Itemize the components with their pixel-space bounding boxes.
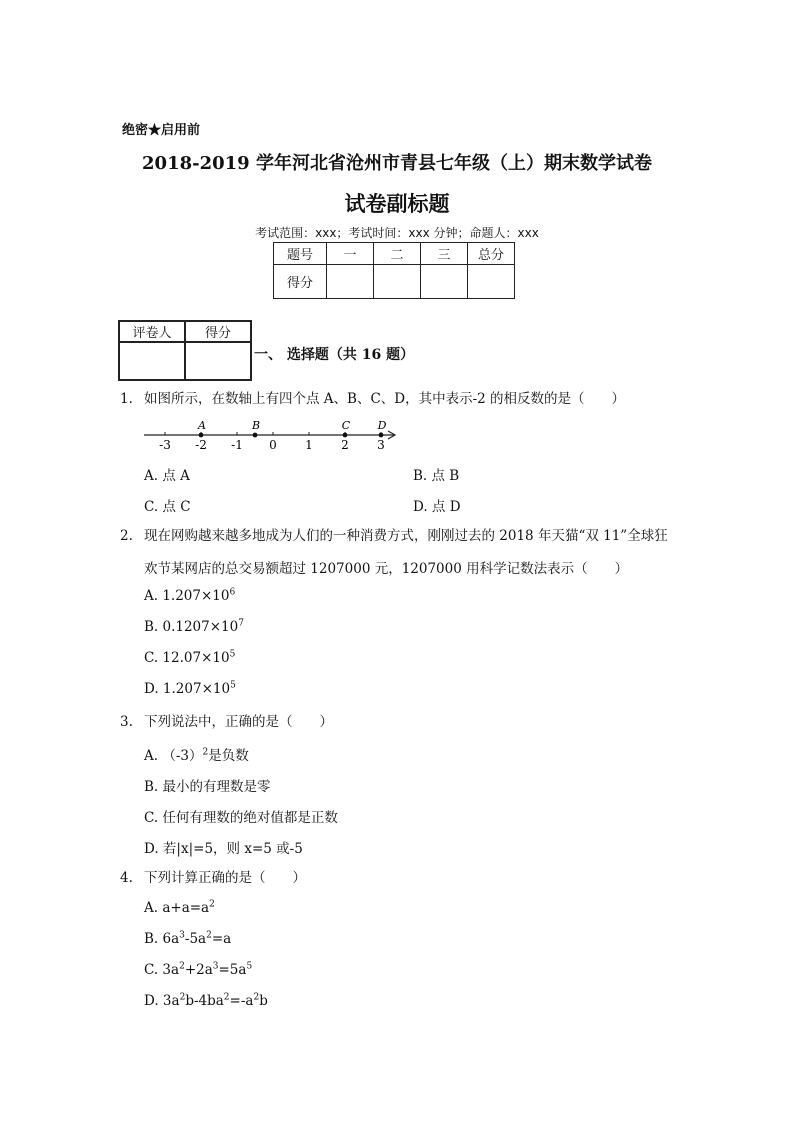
question-text: 如图所示，在数轴上有四个点 A、B、C、D，其中表示-2 的相反数的是（ ） [144, 391, 626, 407]
score-cell[interactable] [327, 265, 374, 299]
score-cell[interactable] [421, 265, 468, 299]
score-table-header: 三 [421, 243, 468, 265]
grader-cell[interactable] [119, 342, 185, 380]
question-text: 下列说法中，正确的是（ ） [144, 714, 333, 730]
number-line-point-label: D [377, 419, 387, 432]
number-line-point [199, 433, 204, 438]
score-cell[interactable] [468, 265, 515, 299]
option-text: A. 1.207×10 [144, 588, 230, 604]
question-4 [120, 868, 306, 888]
number-line-tick-label: -2 [195, 438, 207, 452]
option-text: A. （-3） [144, 748, 203, 764]
number-line-tick-label: 0 [269, 438, 277, 452]
option-exponent: 2 [209, 899, 215, 910]
option-text: C. 3a [144, 962, 180, 978]
number-line [140, 414, 404, 454]
option-1a[interactable]: A. 点 A [144, 468, 190, 484]
option-2c[interactable] [144, 650, 235, 666]
option-text: D. 1.207×10 [144, 681, 231, 697]
option-exponent: 2 [179, 961, 185, 972]
option-3b[interactable]: B. 最小的有理数是零 [144, 779, 271, 795]
option-1b[interactable]: B. 点 B [413, 468, 460, 484]
option-exponent: 3 [179, 930, 185, 941]
number-line-point [379, 433, 384, 438]
question-text: 现在网购越来越多地成为人们的一种消费方式，刚刚过去的 2018 年天猫“双 11”全球狂 [144, 528, 668, 544]
score-table-header: 二 [374, 243, 421, 265]
option-exponent: 3 [212, 961, 219, 972]
option-text: 是负数 [208, 748, 249, 764]
score-table [273, 242, 515, 299]
grader-score-label: 得分 [185, 321, 251, 342]
confidential-mark: 绝密★启用前 [122, 123, 201, 138]
number-line-tick-label: -1 [231, 438, 243, 452]
option-4d[interactable] [144, 993, 268, 1009]
option-2b[interactable] [144, 619, 244, 635]
question-text-line2: 欢节某网店的总交易额超过 1207000 元，1207000 用科学记数法表示（ ） [144, 561, 629, 577]
number-line-tick-label: -3 [159, 438, 171, 452]
option-exponent: 5 [230, 680, 236, 691]
option-text: C. 12.07×10 [144, 650, 230, 666]
score-table-header: 总分 [468, 243, 515, 265]
option-text: =-a [229, 993, 254, 1009]
option-exponent: 2 [202, 747, 209, 758]
option-text: D. 3a [144, 993, 180, 1009]
score-cell[interactable] [374, 265, 421, 299]
option-1c[interactable]: C. 点 C [144, 499, 191, 515]
option-text: =5a [218, 962, 247, 978]
option-4c[interactable] [144, 962, 252, 978]
grader-box [118, 320, 252, 381]
option-2a[interactable] [144, 588, 235, 604]
exam-info: 考试范围：xxx；考试时间：xxx 分钟；命题人：xxx [255, 226, 539, 240]
option-3d[interactable]: D. 若|x|=5，则 x=5 或-5 [144, 841, 303, 857]
score-row-label: 得分 [274, 265, 327, 299]
exam-subtitle: 试卷副标题 [344, 191, 450, 216]
option-text: B. 0.1207×10 [144, 619, 239, 635]
option-text: B. 6a [144, 931, 180, 947]
number-line-point [343, 433, 348, 438]
question-number: 3. [120, 714, 133, 730]
option-4b[interactable] [144, 931, 231, 947]
option-3c[interactable]: C. 任何有理数的绝对值都是正数 [144, 810, 338, 826]
question-number: 2. [120, 528, 133, 544]
option-exponent: 5 [229, 649, 236, 660]
number-line-tick-label: 3 [377, 438, 385, 452]
number-line-point-label: C [341, 419, 351, 432]
option-text: b [259, 993, 268, 1009]
grader-label: 评卷人 [119, 321, 185, 342]
section-heading: 一、 选择题（共 16 题） [254, 347, 415, 363]
option-text: -5a [184, 931, 207, 947]
option-text: +2a [184, 962, 213, 978]
option-exponent: 6 [229, 587, 236, 598]
number-line-tick-label: 2 [341, 438, 349, 452]
score-table-header: 一 [327, 243, 374, 265]
score-table-header: 题号 [274, 243, 327, 265]
option-3a[interactable] [144, 744, 249, 764]
question-number: 4. [120, 870, 133, 886]
question-1 [120, 389, 625, 409]
option-exponent: 2 [223, 992, 230, 1003]
option-4a[interactable] [144, 900, 215, 916]
option-exponent: 2 [179, 992, 186, 1003]
option-text: =a [211, 931, 232, 947]
number-line-tick-label: 1 [305, 438, 313, 452]
option-exponent: 2 [253, 992, 260, 1003]
option-1d[interactable]: D. 点 D [413, 499, 461, 515]
question-3 [120, 712, 333, 732]
number-line-point [253, 433, 258, 438]
question-2 [120, 526, 668, 546]
option-2d[interactable] [144, 681, 236, 697]
grader-cell[interactable] [185, 342, 251, 380]
option-exponent: 2 [206, 930, 212, 941]
option-text: A. a+a=a [144, 900, 210, 916]
exam-title: 2018-2019 学年河北省沧州市青县七年级（上）期末数学试卷 [142, 153, 652, 174]
number-line-point-label: A [198, 419, 206, 432]
question-number: 1. [120, 391, 133, 407]
number-line-point-label: B [251, 419, 261, 432]
option-text: b-4ba [185, 993, 224, 1009]
question-text: 下列计算正确的是（ ） [144, 870, 306, 886]
option-exponent: 5 [246, 961, 253, 972]
option-exponent: 7 [238, 618, 244, 629]
